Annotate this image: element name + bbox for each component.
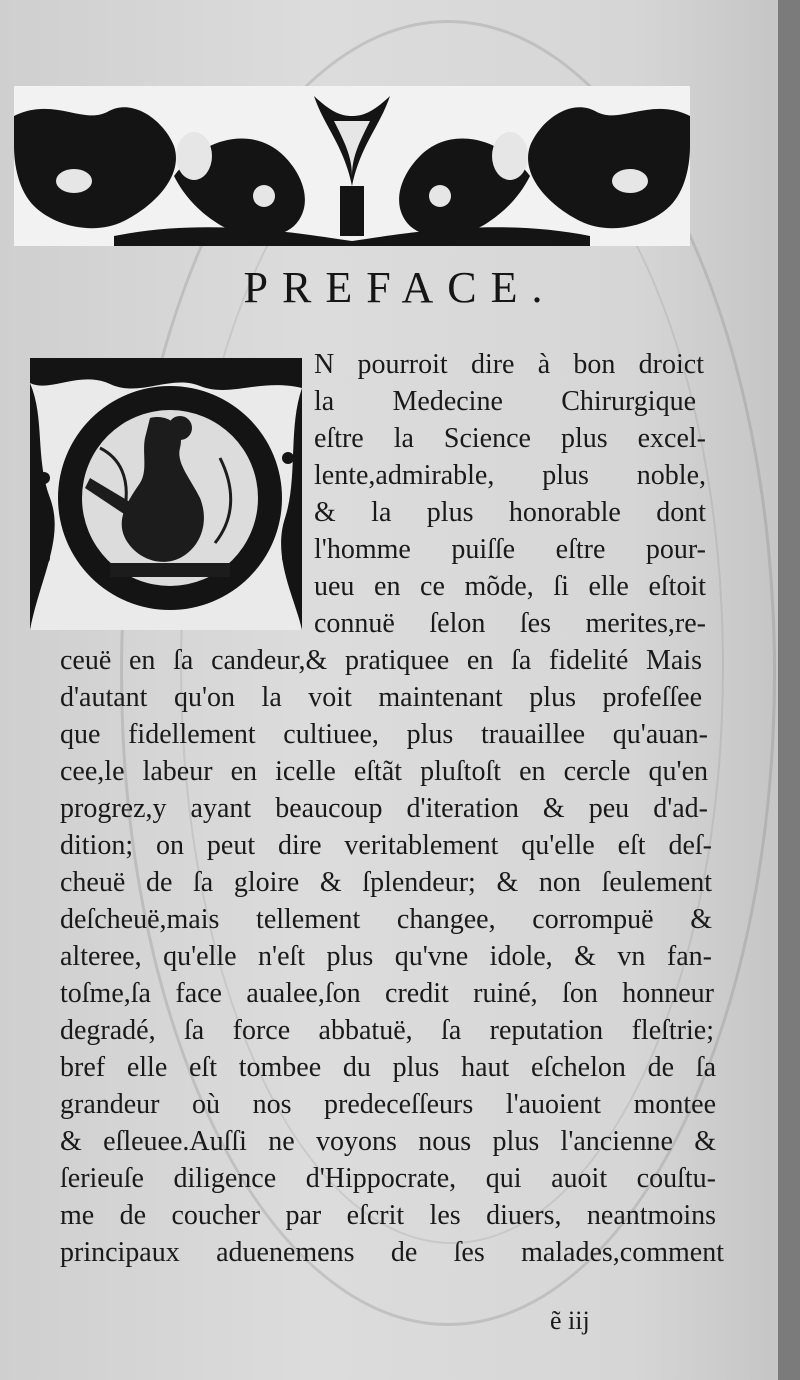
text-line: eſtre la Science plus excel- bbox=[314, 423, 706, 454]
text-line: que fidellement cultiuee, plus trauaillee qu'auan- bbox=[60, 719, 708, 750]
text-line: l'homme puiſſe eſtre pour- bbox=[314, 534, 706, 565]
text-line: progrez,y ayant beaucoup d'iteration & peu d'ad- bbox=[60, 793, 708, 824]
text-line: ceuë en ſa candeur,& pratiquee en ſa fidelité Mais bbox=[60, 645, 702, 676]
text-line: & la plus honorable dont bbox=[314, 497, 706, 528]
text-line: principaux aduenemens de ſes malades,comment bbox=[60, 1237, 724, 1268]
text-line: bref elle eſt tombee du plus haut eſchelon de ſa bbox=[60, 1052, 716, 1083]
decorated-initial-o bbox=[30, 358, 302, 630]
page-edge bbox=[778, 0, 800, 1380]
text-line: me de coucher par eſcrit les diuers, neantmoins bbox=[60, 1200, 716, 1231]
text-line: alteree, qu'elle n'eſt plus qu'vne idole, & vn fan- bbox=[60, 941, 712, 972]
headpiece-ornament bbox=[14, 86, 690, 246]
signature-mark: ẽ iij bbox=[550, 1306, 590, 1335]
text-line: cee,le labeur en icelle eſtãt pluſtoſt en cercle qu'en bbox=[60, 756, 708, 787]
text-line: deſcheuë,mais tellement changee, corrompuë & bbox=[60, 904, 712, 935]
text-line: ſerieuſe diligence d'Hippocrate, qui auoit couſtu- bbox=[60, 1163, 716, 1194]
text-line: la Medecine Chirurgique bbox=[314, 386, 696, 417]
text-line: degradé, ſa force abbatuë, ſa reputation fleſtrie; bbox=[60, 1015, 714, 1046]
text-line: toſme,ſa face aualee,ſon credit ruiné, ſon honneur bbox=[60, 978, 714, 1009]
text-line: & eſleuee.Auſſi ne voyons nous plus l'ancienne & bbox=[60, 1126, 716, 1157]
text-line: grandeur où nos predeceſſeurs l'auoient montee bbox=[60, 1089, 716, 1120]
text-line: dition; on peut dire veritablement qu'elle eſt deſ- bbox=[60, 830, 712, 861]
text-line: N pourroit dire à bon droict bbox=[314, 349, 704, 380]
page-title: PREFACE. bbox=[243, 263, 557, 312]
text-line: connuë ſelon ſes merites,re- bbox=[314, 608, 706, 639]
text-line: d'autant qu'on la voit maintenant plus profeſſee bbox=[60, 682, 702, 713]
text-line: cheuë de ſa gloire & ſplendeur; & non ſeulement bbox=[60, 867, 712, 898]
text-line: ueu en ce mõde, ſi elle eſtoit bbox=[314, 571, 706, 602]
text-line: lente,admirable, plus noble, bbox=[314, 460, 706, 491]
